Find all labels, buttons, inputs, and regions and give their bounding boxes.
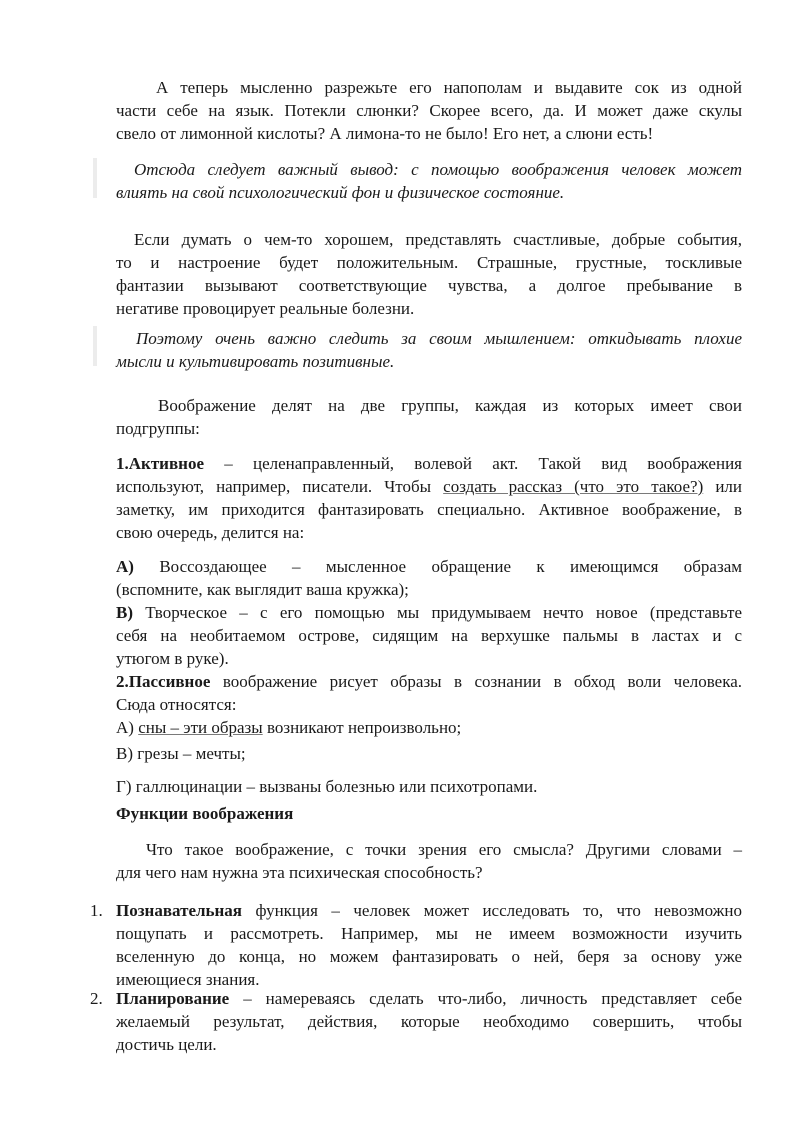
text-span: воображение рисует образы в сознании в обход воли человека. xyxy=(210,672,742,691)
text-line: вселенную до конца, но можем фантазировать о ней, беря за основу уже xyxy=(116,947,742,966)
paragraph-lemon xyxy=(116,76,742,145)
term-cognitive: Познавательная xyxy=(116,901,243,920)
quote-bar xyxy=(93,326,97,366)
text-line: Г) галлюцинации – вызваны болезнью или психотропами. xyxy=(116,777,538,796)
text-span: возникают непроизвольно; xyxy=(262,718,462,737)
text-line: себя на необитаемом острове, сидящим на верхушке пальмы в ластах и с xyxy=(116,626,742,645)
item-daydreams xyxy=(116,742,742,765)
text-line: свою очередь, делится на: xyxy=(116,523,305,542)
term-active: 1.Активное xyxy=(116,454,204,473)
section-subtypes xyxy=(116,555,742,739)
text-span: Воссоздающее – мысленное обращение к имеющимся образам xyxy=(133,557,742,576)
item-hallucinations xyxy=(116,775,742,798)
text-line: Отсюда следует важный вывод: с помощью воображения человек может xyxy=(134,160,742,179)
text-span: используют, например, писатели. Чтобы xyxy=(116,477,444,496)
heading-functions: Функции воображения xyxy=(116,804,294,823)
text-span: – намереваясь сделать что-либо, личность представляет себе xyxy=(229,989,742,1008)
marker-a: А) xyxy=(116,557,134,576)
list-number: 1. xyxy=(90,901,103,920)
text-line: пощупать и рассмотреть. Например, мы не имеем возможности изучить xyxy=(116,924,742,943)
term-planning: Планирование xyxy=(116,989,230,1008)
quote-conclusion xyxy=(116,158,742,204)
paragraph-mood xyxy=(116,228,742,320)
list-number: 2. xyxy=(90,989,103,1008)
text-span: Творческое – с его помощью мы придумываем нечто новое (представьте xyxy=(133,603,742,622)
marker-b: В) xyxy=(116,603,133,622)
section-heading xyxy=(116,802,742,825)
text-line: достичь цели. xyxy=(116,1035,217,1054)
paragraph-question xyxy=(116,838,742,884)
text-line: Воображение делят на две группы, каждая из которых имеет свои xyxy=(158,396,742,415)
text-line: утюгом в руке). xyxy=(116,649,229,668)
dreams-link[interactable]: сны – эти образы xyxy=(138,718,263,737)
text-line: заметку, им приходится фантазировать специально. Активное воображение, в xyxy=(116,500,742,519)
paragraph-groups xyxy=(116,394,742,440)
text-line: Что такое воображение, с точки зрения его смысла? Другими словами – xyxy=(146,840,742,859)
text-line: негативе провоцирует реальные болезни. xyxy=(116,299,415,318)
text-line: мысли и культивировать позитивные. xyxy=(116,352,395,371)
text-line: желаемый результат, действия, которые необходимо совершить, чтобы xyxy=(116,1012,742,1031)
text-line: В) грезы – мечты; xyxy=(116,744,246,763)
text-span: – целенаправленный, волевой акт. Такой вид воображения xyxy=(204,454,742,473)
create-story-link[interactable]: создать рассказ (что это такое?) xyxy=(443,477,704,496)
list-item-planning xyxy=(116,987,742,1056)
text-line: фантазии вызывают соответствующие чувства, а долгое пребывание в xyxy=(116,276,742,295)
text-line: Если думать о чем-то хорошем, представлять счастливые, добрые события, xyxy=(134,230,742,249)
text-line: свело от лимонной кислоты? А лимона-то не было! Его нет, а слюни есть! xyxy=(116,124,654,143)
text-span: функция – человек может исследовать то, что невозможно xyxy=(242,901,742,920)
quote-bar xyxy=(93,158,97,198)
text-line: части себе на язык. Потекли слюнки? Скорее всего, да. И может даже скулы xyxy=(116,101,742,120)
text-line: то и настроение будет положительным. Страшные, грустные, тоскливые xyxy=(116,253,742,272)
text-line: имеющиеся знания. xyxy=(116,970,260,989)
text-line: подгруппы: xyxy=(116,419,200,438)
section-active xyxy=(116,452,742,544)
term-passive: 2.Пассивное xyxy=(116,672,211,691)
text-line: для чего нам нужна эта психическая способность? xyxy=(116,863,483,882)
text-line: Поэтому очень важно следить за своим мышлением: откидывать плохие xyxy=(136,329,742,348)
text-line: влиять на свой психологический фон и физическое состояние. xyxy=(116,183,565,202)
list-item-cognitive xyxy=(116,899,742,991)
text-span: или xyxy=(703,477,743,496)
text-line: А теперь мысленно разрежьте его напополам и выдавите сок из одной xyxy=(156,78,742,97)
quote-thinking xyxy=(116,327,742,373)
text-line: Сюда относятся: xyxy=(116,695,237,714)
text-span: А) xyxy=(116,718,139,737)
text-line: (вспомните, как выглядит ваша кружка); xyxy=(116,580,409,599)
